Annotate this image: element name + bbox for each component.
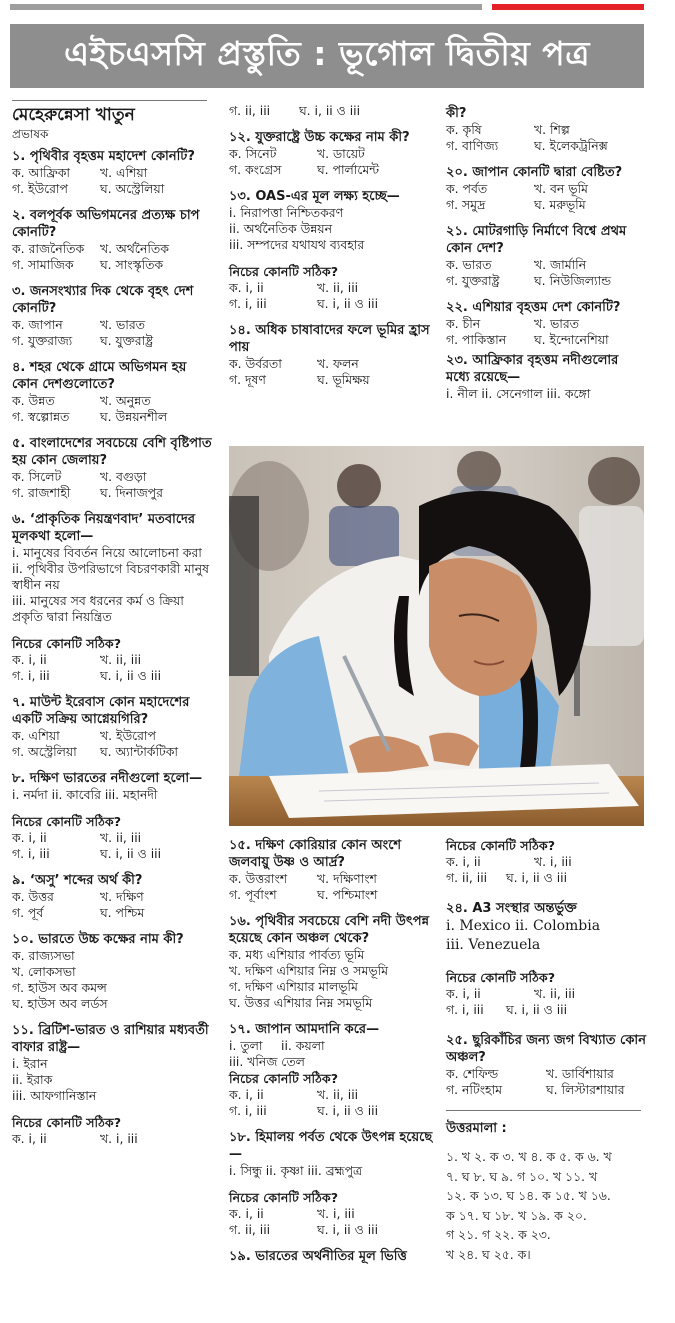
options-row (12, 830, 212, 846)
options-row (229, 296, 434, 312)
option: ক. উত্তর (12, 889, 54, 904)
option: ক. উন্নত (12, 393, 55, 408)
option: গ. অস্ট্রেলিয়া (12, 744, 77, 759)
option: ক. সিলেট (12, 469, 62, 484)
option: ঘ. লিস্টারশায়ার (546, 1082, 625, 1097)
option: খ. ii, iii (317, 1087, 359, 1102)
column-3 (446, 103, 646, 402)
option: ঘ. i, ii ও iii (100, 846, 162, 861)
option: ক. এশিয়া (12, 728, 60, 743)
question-19: ১৯. ভারতের অর্থনীতির মূল ভিত্তি (229, 1249, 407, 1264)
options-row (12, 241, 212, 257)
option: ঘ. পশ্চিমাংশ (317, 887, 378, 902)
option: খ. ফলন (317, 356, 359, 371)
question-12: ১২. যুক্তরাষ্ট্রে উচ্চ কক্ষের নাম কী? (229, 130, 410, 145)
question-15: ১৫. দক্ষিণ কোরিয়ার কোন অংশে জলবায়ু উষ্ণ ও আর্দ্র? (229, 838, 402, 870)
options-row (446, 854, 646, 870)
option: গ. সামাজিক (12, 257, 74, 272)
option: ঘ. i, ii ও iii (100, 668, 162, 683)
option: ক. চীন (446, 316, 481, 331)
options-row (12, 257, 212, 273)
question-23: ২৩. আফ্রিকার বৃহত্তম নদীগুলোর মধ্যে রয়েছে— (446, 353, 619, 385)
options-row (229, 280, 434, 296)
option: খ. ভারত (100, 317, 145, 332)
which-correct-label: নিচের কোনটি সঠিক? (229, 1190, 338, 1205)
column-1 (12, 100, 212, 1147)
options-row (446, 1002, 646, 1018)
option: ক. সিনেট (229, 146, 277, 161)
option: গ. স্বল্পোন্নত (12, 409, 70, 424)
answer-line: ১২. ক ১৩. ঘ ১৪. ক ১৫. খ ১৬. (446, 1188, 611, 1203)
option: গ. যুক্তরাষ্ট্র (446, 273, 500, 288)
options-row (12, 165, 212, 181)
question-19-continued: কী? (446, 106, 467, 121)
option: গ. ii, iii (446, 870, 488, 885)
options-row (229, 1222, 434, 1238)
question-13: ১৩. OAS-এর মূল লক্ষ্য হচ্ছে— (229, 189, 400, 204)
option: ঘ. দিনাজপুর (100, 485, 163, 500)
options-row (446, 316, 646, 332)
question-10: ১০. ভারতে উচ্চ কক্ষের নাম কী? (12, 932, 184, 947)
question-22: ২২. এশিয়ার বৃহত্তম দেশ কোনটি? (446, 300, 621, 315)
options-row (446, 181, 646, 197)
options-row (446, 197, 646, 213)
option: ঘ. পশ্চিম (100, 905, 145, 920)
option: গ. নটিংহাম (446, 1082, 503, 1097)
question-7: ৭. মাউন্ট ইরেবাস কোন মহাদেশের একটি সক্রিয় আগ্নেয়গিরি? (12, 695, 190, 727)
question-6: ৬. ‘প্রাকৃতিক নিয়ন্ত্রণবাদ’ মতবাদের মূলকথা হলো— (12, 512, 196, 544)
option: ঘ. i, ii ও iii (317, 1103, 379, 1118)
option: ঘ. ইলেকট্রনিক্স (534, 138, 608, 153)
options-row (229, 1206, 434, 1222)
question-18: ১৮. হিমালয় পর্বত থেকে উৎপন্ন হয়েছে— (229, 1130, 433, 1162)
options-row (12, 744, 212, 760)
author-name: মেহেরুন্নেসা খাতুন (12, 105, 135, 125)
option: খ. ii, iii (100, 830, 142, 845)
answer-line: খ ২৪. ঘ ২৫. ক। (446, 1246, 531, 1262)
options-row (446, 986, 646, 1002)
options-row (12, 846, 212, 862)
which-correct-label: নিচের কোনটি সঠিক? (12, 636, 121, 651)
option: ঘ. পার্লামেন্ট (317, 162, 379, 177)
statement: i. নীল ii. সেনেগাল iii. কঙ্গো (446, 386, 591, 401)
option: খ. ডার্বিশায়ার (546, 1066, 614, 1081)
options-row (229, 1103, 434, 1119)
options-row (12, 181, 212, 197)
option: ক. i, ii (446, 986, 481, 1001)
option: ঘ. ভূমিক্ষয় (317, 372, 370, 387)
options-row (446, 332, 646, 348)
option: খ. দক্ষিণ (100, 889, 144, 904)
question-24: ২৪. A3 সংস্থার অন্তর্ভুক্ত (446, 901, 577, 916)
option: গ. i, iii (229, 1103, 267, 1118)
answer-line: ক ১৭. ঘ ১৮. খ ১৯. ক ২০. (446, 1207, 587, 1223)
statement: i. Mexico ii. Colombia (446, 918, 601, 934)
options-row (229, 887, 434, 903)
option: ঘ. i, ii ও iii (506, 870, 568, 885)
statement: iii. সম্পদের যথাযথ ব্যবহার (229, 237, 365, 252)
option: ঘ. ইন্দোনেশিয়া (534, 332, 609, 347)
column-2 (229, 103, 434, 388)
options-row (12, 905, 212, 921)
answer-line: ১. খ ২. ক ৩. খ ৪. ক ৫. ক ৬. খ (446, 1149, 612, 1164)
option: ক. উত্তরাংশ (229, 871, 288, 886)
statement: ii. পৃথিবীর উপরিভাগে বিচরণকারী মানুষ স্বাধীন নয় (12, 561, 209, 592)
column-2-lower (229, 835, 434, 1265)
which-correct-label: নিচের কোনটি সঠিক? (12, 1115, 121, 1130)
option: ক. উর্বরতা (229, 356, 282, 371)
which-correct-label: নিচের কোনটি সঠিক? (229, 1071, 338, 1086)
option: ক. ভারত (446, 257, 492, 272)
option: ক. i, ii (12, 652, 47, 667)
option: ঘ. উত্তর এশিয়ার নিম্ন সমভূমি (229, 995, 373, 1010)
option: ক. পর্বত (446, 181, 488, 196)
options-row (229, 103, 434, 119)
option: ঘ. মরুভূমি (534, 197, 586, 212)
option: গ. সমুদ্র (446, 197, 486, 212)
options-row (229, 146, 434, 162)
option: খ. i, iii (317, 1206, 355, 1221)
which-correct-label: নিচের কোনটি সঠিক? (446, 838, 555, 853)
options-row (229, 1087, 434, 1103)
student-writing-photo (229, 446, 644, 826)
option: ঘ. i, ii ও iii (317, 296, 379, 311)
question-21: ২১. মোটরগাড়ি নির্মাণে বিশ্বে প্রথম কোন দেশ? (446, 224, 627, 256)
options-row (12, 889, 212, 905)
options-row (12, 333, 212, 349)
statement: i. তুলা (229, 1038, 263, 1053)
option: গ. ii, iii (229, 103, 271, 118)
column-3-lower (446, 835, 646, 1264)
statement: i. নর্মদা ii. কাবেরি iii. মহানদী (12, 787, 158, 802)
option: খ. দক্ষিণাংশ (317, 871, 377, 886)
statements-row (229, 1038, 434, 1054)
option: ঘ. নিউজিল্যান্ড (534, 273, 612, 288)
statement: iii. খনিজ তেল (229, 1054, 305, 1069)
question-16: ১৬. পৃথিবীর সবচেয়ে বেশি নদী উৎপন্ন হয়েছে কোন অঞ্চল থেকে? (229, 914, 430, 946)
option: ক. i, ii (229, 1087, 264, 1102)
option: খ. বগুড়া (100, 469, 147, 484)
question-11: ১১. ব্রিটিশ-ভারত ও রাশিয়ার মধ্যবর্তী বাফার রাষ্ট্র— (12, 1023, 209, 1055)
option: ক. রাজনৈতিক (12, 241, 85, 256)
question-25: ২৫. ছুরিকাঁচির জন্য জগ বিখ্যাত কোন অঞ্চল? (446, 1033, 646, 1065)
option: ক. আফ্রিকা (12, 165, 70, 180)
option: ক. i, ii (229, 280, 264, 295)
statement: i. সিন্ধু ii. কৃষ্ণা iii. ব্রহ্মপুত্র (229, 1163, 363, 1178)
options-row (12, 728, 212, 744)
statement: iii. মানুষের সব ধরনের কর্ম ও ক্রিয়া প্রকৃতি দ্বারা নিয়ন্ত্রিত (12, 593, 184, 624)
options-row (12, 317, 212, 333)
option: খ. বন ভূমি (534, 181, 588, 196)
statement: ii. অর্থনৈতিক উন্নয়ন (229, 221, 332, 236)
options-row (446, 257, 646, 273)
option: খ. অনুন্নত (100, 393, 151, 408)
option: গ. i, iii (12, 668, 50, 683)
option: গ. পাকিস্তান (446, 332, 507, 347)
question-9: ৯. ‘অসু’ শব্দের অর্থ কী? (12, 873, 143, 888)
options-row (12, 409, 212, 425)
options-row (12, 668, 212, 684)
author-divider (12, 100, 207, 101)
options-row (446, 122, 646, 138)
option: গ. i, iii (12, 846, 50, 861)
answer-line: ৭. ঘ ৮. ঘ ৯. গ ১০. খ ১১. খ (446, 1168, 598, 1184)
which-correct-label: নিচের কোনটি সঠিক? (12, 814, 121, 829)
author-role: প্রভাষক (12, 127, 49, 141)
option: খ. i, iii (534, 854, 572, 869)
photo-illustration (229, 446, 644, 826)
option: ঘ. অস্ট্রেলিয়া (100, 181, 165, 196)
options-row (229, 372, 434, 388)
options-row (446, 273, 646, 289)
option: খ. ii, iii (534, 986, 576, 1001)
statement: ii. কয়লা (281, 1038, 325, 1053)
statement: i. মানুষের বিবর্তন নিয়ে আলোচনা করা (12, 545, 202, 560)
option: গ. কংগ্রেস (229, 162, 282, 177)
option: খ. ii, iii (100, 652, 142, 667)
option: ঘ. i, ii ও iii (317, 1222, 379, 1237)
statement: i. নিরাপত্তা নিশ্চিতকরণ (229, 205, 344, 220)
options-row (12, 652, 212, 668)
answers-divider (446, 1110, 641, 1111)
option: ঘ. অ্যান্টার্কটিকা (100, 744, 179, 759)
statement: i. ইরান (12, 1056, 48, 1071)
top-rule-red (492, 4, 644, 10)
option: ঘ. সাংস্কৃতিক (100, 257, 164, 272)
options-row (446, 870, 646, 886)
page-title: এইচএসসি প্রস্তুতি : ভূগোল দ্বিতীয় পত্র (64, 34, 590, 73)
question-17: ১৭. জাপান আমদানি করে— (229, 1022, 380, 1037)
option: ঘ. উন্নয়নশীল (100, 409, 168, 424)
option: খ. ii, iii (317, 280, 359, 295)
option: ঘ. হাউস অব লর্ডস (12, 996, 108, 1011)
option: ঘ. যুক্তরাষ্ট্র (100, 333, 154, 348)
question-14: ১৪. অধিক চাষাবাদের ফলে ভূমির হ্রাস পায় (229, 323, 430, 355)
options-row (446, 138, 646, 154)
option: ক. i, ii (12, 830, 47, 845)
option: গ. i, iii (446, 1002, 484, 1017)
option: গ. পূর্বাংশ (229, 887, 277, 902)
options-row (229, 871, 434, 887)
option: খ. অর্থনৈতিক (100, 241, 169, 256)
option: খ. শিল্প (534, 122, 570, 137)
options-row (12, 485, 212, 501)
options-row (446, 1082, 646, 1098)
option: গ. দূষণ (229, 372, 266, 387)
option: ক. জাপান (12, 317, 63, 332)
answer-line: গ ২১. গ ২২. ক ২৩. (446, 1227, 551, 1242)
option: ক. i, ii (12, 1131, 47, 1146)
option: খ. ইউরোপ (100, 728, 156, 743)
option: ঘ. i, ii ও iii (506, 1002, 568, 1017)
question-2: ২. বলপূর্বক অভিগমনের প্রত্যক্ষ চাপ কোনটি? (12, 208, 200, 240)
which-correct-label: নিচের কোনটি সঠিক? (446, 970, 555, 985)
option: গ. ইউরোপ (12, 181, 68, 196)
option: ক. রাজ্যসভা (12, 948, 75, 963)
option: গ. i, iii (229, 296, 267, 311)
option: খ. দক্ষিণ এশিয়ার নিম্ন ও সমভূমি (229, 963, 388, 978)
options-row (446, 1066, 646, 1082)
title-banner (10, 24, 644, 88)
option: ক. শেফিল্ড (446, 1066, 499, 1081)
option: ঘ. i, ii ও iii (299, 103, 361, 118)
question-20: ২০. জাপান কোনটি দ্বারা বেষ্টিত? (446, 165, 623, 180)
options-row (229, 356, 434, 372)
option: গ. ii, iii (229, 1222, 271, 1237)
options-row (12, 393, 212, 409)
answers-title: উত্তরমালা : (446, 1121, 507, 1136)
question-4: ৪. শহর থেকে গ্রামে অভিগমন হয় কোন দেশগুলোতে? (12, 360, 187, 392)
statement: ii. ইরাক (12, 1072, 53, 1087)
option: ক. কৃষি (446, 122, 482, 137)
option: ক. i, ii (446, 854, 481, 869)
option: গ. বাণিজ্য (446, 138, 499, 153)
question-5: ৫. বাংলাদেশের সবচেয়ে বেশি বৃষ্টিপাত হয় কোন জেলায়? (12, 436, 212, 468)
options-row (229, 162, 434, 178)
option: গ. পূর্ব (12, 905, 44, 920)
option: খ. জার্মানি (534, 257, 587, 272)
question-8: ৮. দক্ষিণ ভারতের নদীগুলো হলো— (12, 771, 203, 786)
options-row (12, 469, 212, 485)
option: গ. দক্ষিণ এশিয়ার মালভূমি (229, 979, 358, 994)
which-correct-label: নিচের কোনটি সঠিক? (229, 264, 338, 279)
option: খ. ভারত (534, 316, 579, 331)
option: গ. যুক্তরাজ্য (12, 333, 73, 348)
statement: iii. Venezuela (446, 937, 541, 953)
option: খ. ডায়েট (317, 146, 365, 161)
question-1: ১. পৃথিবীর বৃহত্তম মহাদেশ কোনটি? (12, 149, 195, 164)
option: গ. হাউস অব কমন্স (12, 980, 107, 995)
option: ক. i, ii (229, 1206, 264, 1221)
options-row (12, 1131, 212, 1147)
top-rule-gray (10, 4, 482, 10)
option: ক. মধ্য এশিয়ার পার্বত্য ভূমি (229, 947, 365, 962)
question-3: ৩. জনসংখ্যার দিক থেকে বৃহৎ দেশ কোনটি? (12, 284, 194, 316)
option: গ. রাজশাহী (12, 485, 71, 500)
option: খ. i, iii (100, 1131, 138, 1146)
option: খ. লোকসভা (12, 964, 76, 979)
statement: iii. আফগানিস্তান (12, 1088, 97, 1103)
option: খ. এশিয়া (100, 165, 148, 180)
